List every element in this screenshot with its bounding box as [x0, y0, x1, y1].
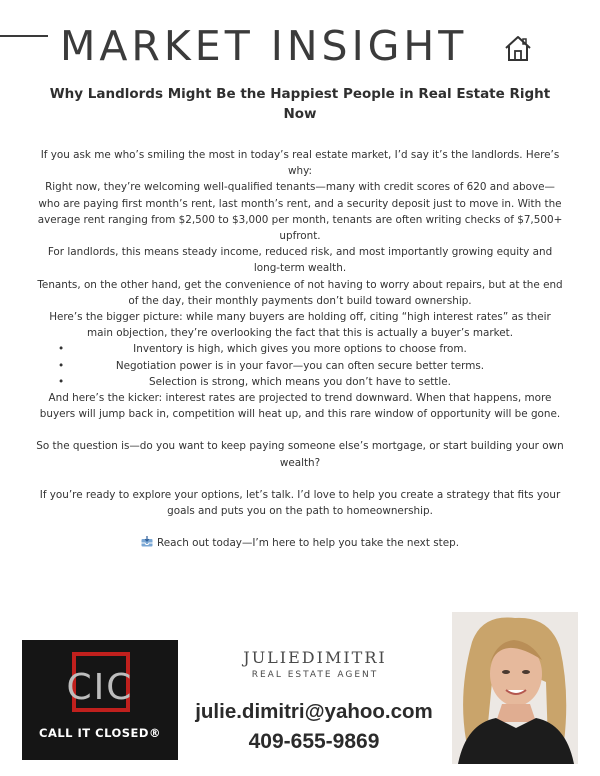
intro-paragraph: If you ask me who’s smiling the most in today’s real estate market, I’d say it’s the landlords. Here’s why:: [40, 149, 560, 178]
kicker-paragraph: And here’s the kicker: interest rates are projected to trend downward. When that happens, more buyers will jump back in, competition will heat up, and this rare window of opportunity will be gone.: [39, 392, 561, 421]
list-item: • Selection is strong, which means you don’t have to settle.: [36, 374, 564, 390]
landlords-paragraph: For landlords, this means steady income, reduced risk, and most importantly growing equity and long-term wealth.: [47, 246, 553, 275]
agent-photo: [452, 612, 578, 764]
agent-role: REAL ESTATE AGENT: [251, 670, 379, 680]
company-logo: [22, 640, 178, 760]
article-title: Why Landlords Might Be the Happiest People in Real Estate Right Now: [49, 86, 551, 122]
list-item: • Negotiation power is in your favor—you can often secure better terms.: [36, 358, 564, 374]
agent-email[interactable]: julie.dimitri@yahoo.com: [195, 700, 433, 723]
logo-name: CALL IT CLOSED®: [39, 726, 161, 740]
logo-letters: CIC: [66, 667, 134, 708]
tenants-ownership-paragraph: Tenants, on the other hand, get the convenience of not having to worry about repairs, but at the end of the day, their monthly payments don’t build toward ownership.: [37, 278, 563, 307]
home-icon: [503, 34, 533, 62]
explore-paragraph: If you’re ready to explore your options, let’s talk. I’d love to help you create a strategy that fits your goals and puts you on the path to homeownership.: [39, 488, 561, 518]
agent-name: JULIEDIMITRI: [243, 648, 387, 667]
list-item: • Inventory is high, which gives you more options to choose from.: [36, 341, 564, 357]
cta-text: Reach out today—I’m here to help you take the next step.: [156, 537, 459, 550]
bullet-marker: •: [58, 375, 65, 388]
cta-line: [36, 535, 564, 551]
tenants-paragraph: Right now, they’re welcoming well-qualified tenants—many with credit scores of 620 and above—who are paying first month’s rent, last month’s rent, and a security deposit just to move in. With the average rent ranging from $2,500 to $3,000 per month, tenants are often writing checks of $7,500+ upfront.: [37, 181, 563, 243]
bullet-marker: •: [58, 359, 65, 372]
bigger-picture-paragraph: Here’s the bigger picture: while many buyers are holding off, citing “high interest rates” as their main objection, they’re overlooking the fact that this is actually a buyer’s market.: [49, 311, 551, 340]
inbox-icon: [141, 536, 153, 547]
page-title: MARKET INSIGHT: [60, 22, 468, 70]
question-paragraph: So the question is—do you want to keep paying someone else’s mortgage, or start building your own wealth?: [36, 440, 564, 469]
bullet-marker: •: [58, 343, 65, 356]
header-rule: [0, 35, 48, 37]
article-body: [36, 147, 564, 551]
bullet-list: [36, 341, 564, 390]
agent-phone[interactable]: 409-655-9869: [248, 730, 380, 753]
